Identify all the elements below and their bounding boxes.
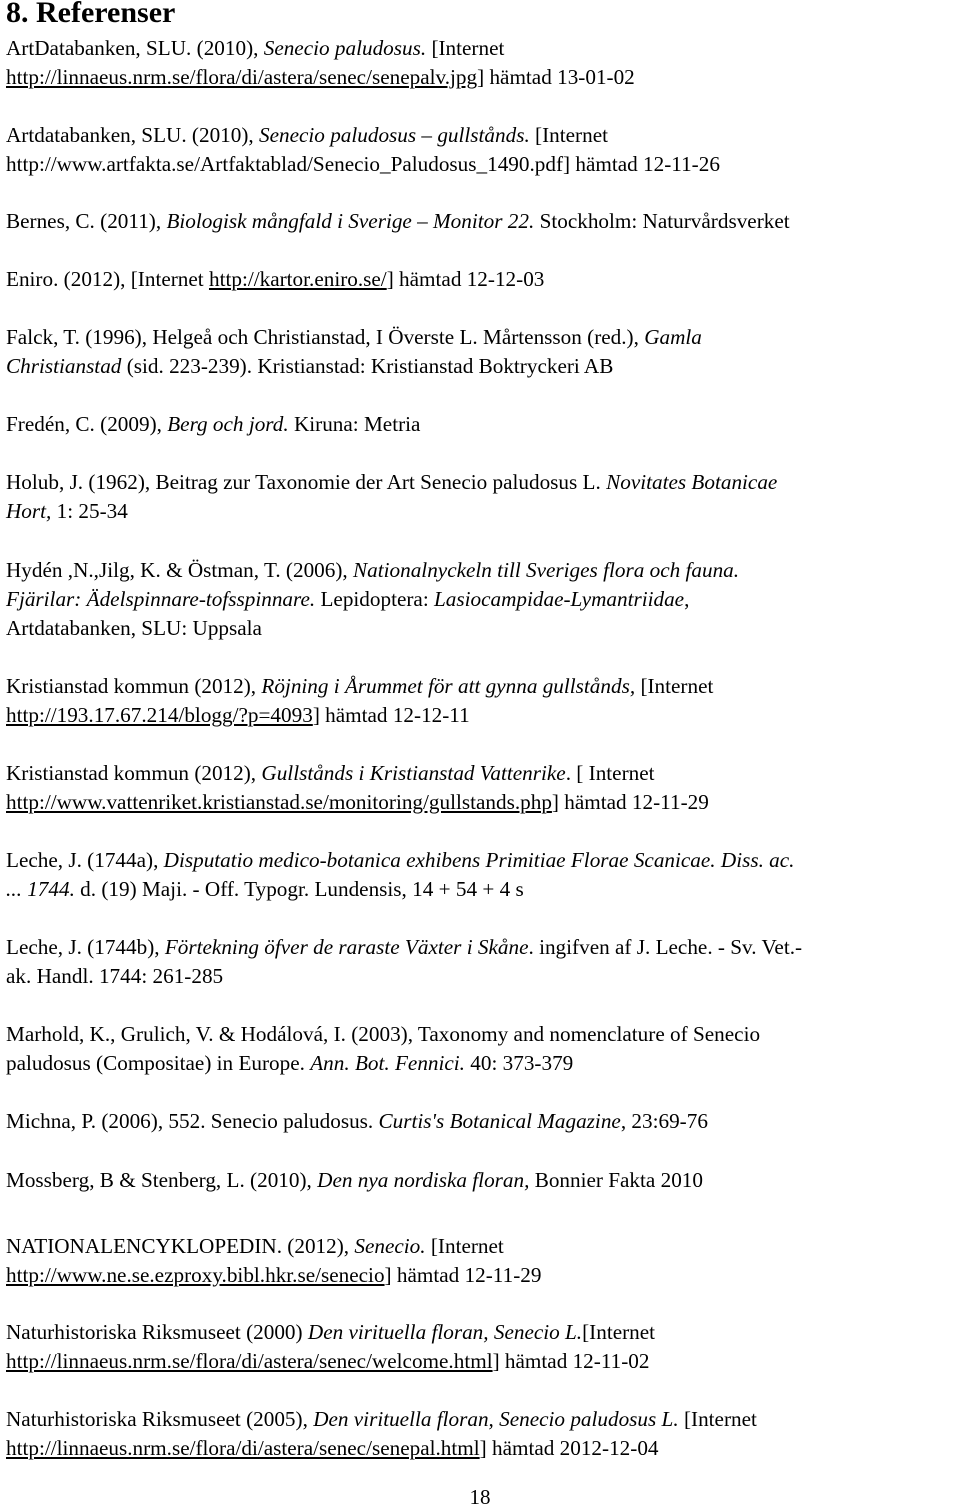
reference-text: Marhold, K., Grulich, V. & Hodálová, I. (2003), Taxonomy and nomenclature of Senecio	[6, 1022, 761, 1046]
reference-text: Hort,	[6, 499, 52, 523]
reference-line	[6, 1405, 951, 1434]
reference-text: http://www.artfakta.se/Artfaktablad/Senecio_Paludosus_1490.pdf] hämtad 12-11-26	[6, 152, 720, 176]
reference-text: Kristianstad kommun (2012),	[6, 674, 262, 698]
reference-line	[6, 875, 951, 904]
reference-entry	[6, 1107, 951, 1136]
reference-link[interactable]: http://kartor.eniro.se/	[208, 267, 387, 291]
reference-text: ] hämtad 12-11-29	[551, 790, 709, 814]
reference-text: Lasiocampidae-Lymantriidae	[434, 587, 685, 611]
reference-text: ... 1744.	[6, 877, 75, 901]
page-number: 18	[469, 1485, 491, 1509]
reference-text: Lepidoptera:	[315, 587, 435, 611]
reference-line	[6, 1261, 951, 1290]
reference-line	[6, 846, 951, 875]
reference-line	[6, 788, 951, 817]
reference-text: ak. Handl. 1744: 261-285	[6, 964, 224, 988]
reference-line	[6, 468, 951, 497]
reference-text: ] hämtad 12-11-02	[492, 1349, 650, 1373]
reference-line	[6, 34, 951, 63]
reference-text: Leche, J. (1744b),	[6, 935, 165, 959]
reference-text: Hydén ,N.,Jilg, K. & Östman, T. (2006),	[6, 558, 354, 582]
reference-text: Michna, P. (2006), 552. Senecio paludosus.	[6, 1109, 379, 1133]
reference-entry	[6, 672, 951, 730]
reference-entry	[6, 207, 951, 236]
reference-text: Curtis's Botanical Magazine	[378, 1109, 621, 1133]
section-heading: 8. Referenser	[6, 0, 176, 29]
reference-entry	[6, 410, 951, 439]
reference-text: ] hämtad 13-01-02	[477, 65, 635, 89]
reference-text: Senecio paludosus – gullstånds.	[259, 123, 530, 147]
reference-text: Stockholm: Naturvårdsverket	[534, 209, 790, 233]
reference-entry	[6, 323, 951, 381]
reference-text: [Internet	[425, 1234, 504, 1258]
reference-text: Gullstånds i Kristianstad Vattenrike	[261, 761, 566, 785]
reference-line	[6, 1232, 951, 1261]
reference-text: d. (19) Maji. - Off. Typogr. Lundensis, 14 + 54 + 4 s	[74, 877, 524, 901]
reference-text: Den virituella floran, Senecio paludosus L.	[313, 1407, 679, 1431]
reference-line	[6, 1166, 951, 1195]
reference-entry	[6, 1405, 951, 1463]
reference-text: [Internet	[529, 123, 608, 147]
reference-text: Eniro. (2012), [Internet	[6, 267, 209, 291]
reference-line	[6, 1107, 951, 1136]
reference-line	[6, 121, 951, 150]
reference-line	[6, 585, 951, 614]
reference-entry	[6, 1232, 951, 1290]
reference-line	[6, 556, 951, 585]
reference-text: Disputatio medico-botanica exhibens Primitiae Florae Scanicae. Diss. ac.	[163, 848, 795, 872]
reference-line	[6, 614, 951, 643]
reference-text: Novitates Botanicae	[606, 470, 778, 494]
reference-text: ArtDatabanken, SLU. (2010),	[6, 36, 264, 60]
reference-text: Falck, T. (1996), Helgeå och Christianstad, I Överste L. Mårtensson (red.),	[6, 325, 645, 349]
reference-link[interactable]: http://linnaeus.nrm.se/flora/di/astera/senec/senepalv.jpg	[6, 65, 478, 89]
reference-line	[6, 701, 951, 730]
reference-line	[6, 672, 951, 701]
reference-text: Bernes, C. (2011),	[6, 209, 167, 233]
reference-text: [Internet	[635, 674, 714, 698]
reference-entry	[6, 846, 951, 904]
reference-text: Berg och jord.	[167, 412, 289, 436]
reference-link[interactable]: http://www.vattenriket.kristianstad.se/monitoring/gullstands.php	[6, 790, 552, 814]
reference-text: Leche, J. (1744a),	[6, 848, 164, 872]
reference-entry	[6, 468, 951, 526]
reference-text: Ann. Bot. Fennici.	[310, 1051, 465, 1075]
reference-entry	[6, 1020, 951, 1078]
reference-text: , 23:69-76	[620, 1109, 708, 1133]
reference-line	[6, 497, 951, 526]
reference-line	[6, 323, 951, 352]
reference-text: Förtekning öfver de raraste Växter i Skåne	[164, 935, 529, 959]
reference-text: ] hämtad 2012-12-04	[479, 1436, 659, 1460]
reference-link[interactable]: http://193.17.67.214/blogg/?p=4093	[6, 703, 313, 727]
reference-text: ] hämtad 12-12-03	[386, 267, 545, 291]
reference-text: Kristianstad kommun (2012),	[6, 761, 262, 785]
reference-text: Holub, J. (1962), Beitrag zur Taxonomie der Art Senecio paludosus L.	[6, 470, 607, 494]
reference-text: NATIONALENCYKLOPEDIN. (2012),	[6, 1234, 355, 1258]
reference-text: Fjärilar: Ädelspinnare-tofsspinnare.	[6, 587, 316, 611]
reference-line	[6, 207, 951, 236]
reference-entry	[6, 933, 951, 991]
reference-line	[6, 1434, 951, 1463]
reference-text: Den virituella floran, Senecio L.	[307, 1320, 583, 1344]
reference-text: Fredén, C. (2009),	[6, 412, 168, 436]
reference-text: Biologisk mångfald i Sverige – Monitor 22.	[166, 209, 535, 233]
reference-entry	[6, 121, 951, 179]
reference-text: Röjning i Årummet för att gynna gullstånds,	[261, 674, 636, 698]
reference-line	[6, 1020, 951, 1049]
reference-line	[6, 933, 951, 962]
reference-line	[6, 410, 951, 439]
reference-text: ,	[684, 587, 690, 611]
reference-line	[6, 1318, 951, 1347]
reference-link[interactable]: http://www.ne.se.ezproxy.bibl.hkr.se/senecio	[6, 1263, 385, 1287]
reference-entry	[6, 556, 951, 643]
reference-entry	[6, 34, 951, 92]
reference-text: Senecio paludosus.	[263, 36, 427, 60]
reference-line	[6, 265, 951, 294]
reference-text: Senecio.	[354, 1234, 426, 1258]
reference-text: Artdatabanken, SLU: Uppsala	[6, 616, 262, 640]
reference-entry	[6, 1318, 951, 1376]
reference-text: . [ Internet	[565, 761, 655, 785]
reference-text: [Internet	[678, 1407, 757, 1431]
reference-entry	[6, 265, 951, 294]
reference-text: paludosus (Compositae) in Europe.	[6, 1051, 311, 1075]
reference-line	[6, 1049, 951, 1078]
reference-text: Bonnier Fakta 2010	[529, 1168, 703, 1192]
reference-text: ] hämtad 12-12-11	[312, 703, 470, 727]
reference-text: Nationalnyckeln till Sveriges flora och fauna.	[353, 558, 740, 582]
reference-line	[6, 352, 951, 381]
reference-text: 1: 25-34	[51, 499, 128, 523]
reference-text: Naturhistoriska Riksmuseet (2005),	[6, 1407, 314, 1431]
reference-text: (sid. 223-239). Kristianstad: Kristianstad Boktryckeri AB	[121, 354, 614, 378]
reference-line	[6, 759, 951, 788]
reference-text: Den nya nordiska floran,	[317, 1168, 530, 1192]
reference-text: . ingifven af J. Leche. - Sv. Vet.-	[528, 935, 803, 959]
reference-line	[6, 962, 951, 991]
reference-text: Mossberg, B & Stenberg, L. (2010),	[6, 1168, 318, 1192]
reference-entry	[6, 1166, 951, 1195]
reference-text: 40: 373-379	[464, 1051, 574, 1075]
reference-link[interactable]: http://linnaeus.nrm.se/flora/di/astera/senec/senepal.html	[6, 1436, 480, 1460]
reference-line	[6, 63, 951, 92]
reference-line	[6, 150, 951, 179]
reference-text: ] hämtad 12-11-29	[384, 1263, 542, 1287]
reference-line	[6, 1347, 951, 1376]
reference-text: [Internet	[426, 36, 505, 60]
reference-text: Naturhistoriska Riksmuseet (2000)	[6, 1320, 308, 1344]
reference-text: Artdatabanken, SLU. (2010),	[6, 123, 260, 147]
reference-text: Kiruna: Metria	[288, 412, 421, 436]
reference-text: Gamla	[644, 325, 702, 349]
reference-text: Christianstad	[6, 354, 122, 378]
reference-text: [Internet	[582, 1320, 656, 1344]
reference-link[interactable]: http://linnaeus.nrm.se/flora/di/astera/senec/welcome.html	[6, 1349, 493, 1373]
reference-entry	[6, 759, 951, 817]
